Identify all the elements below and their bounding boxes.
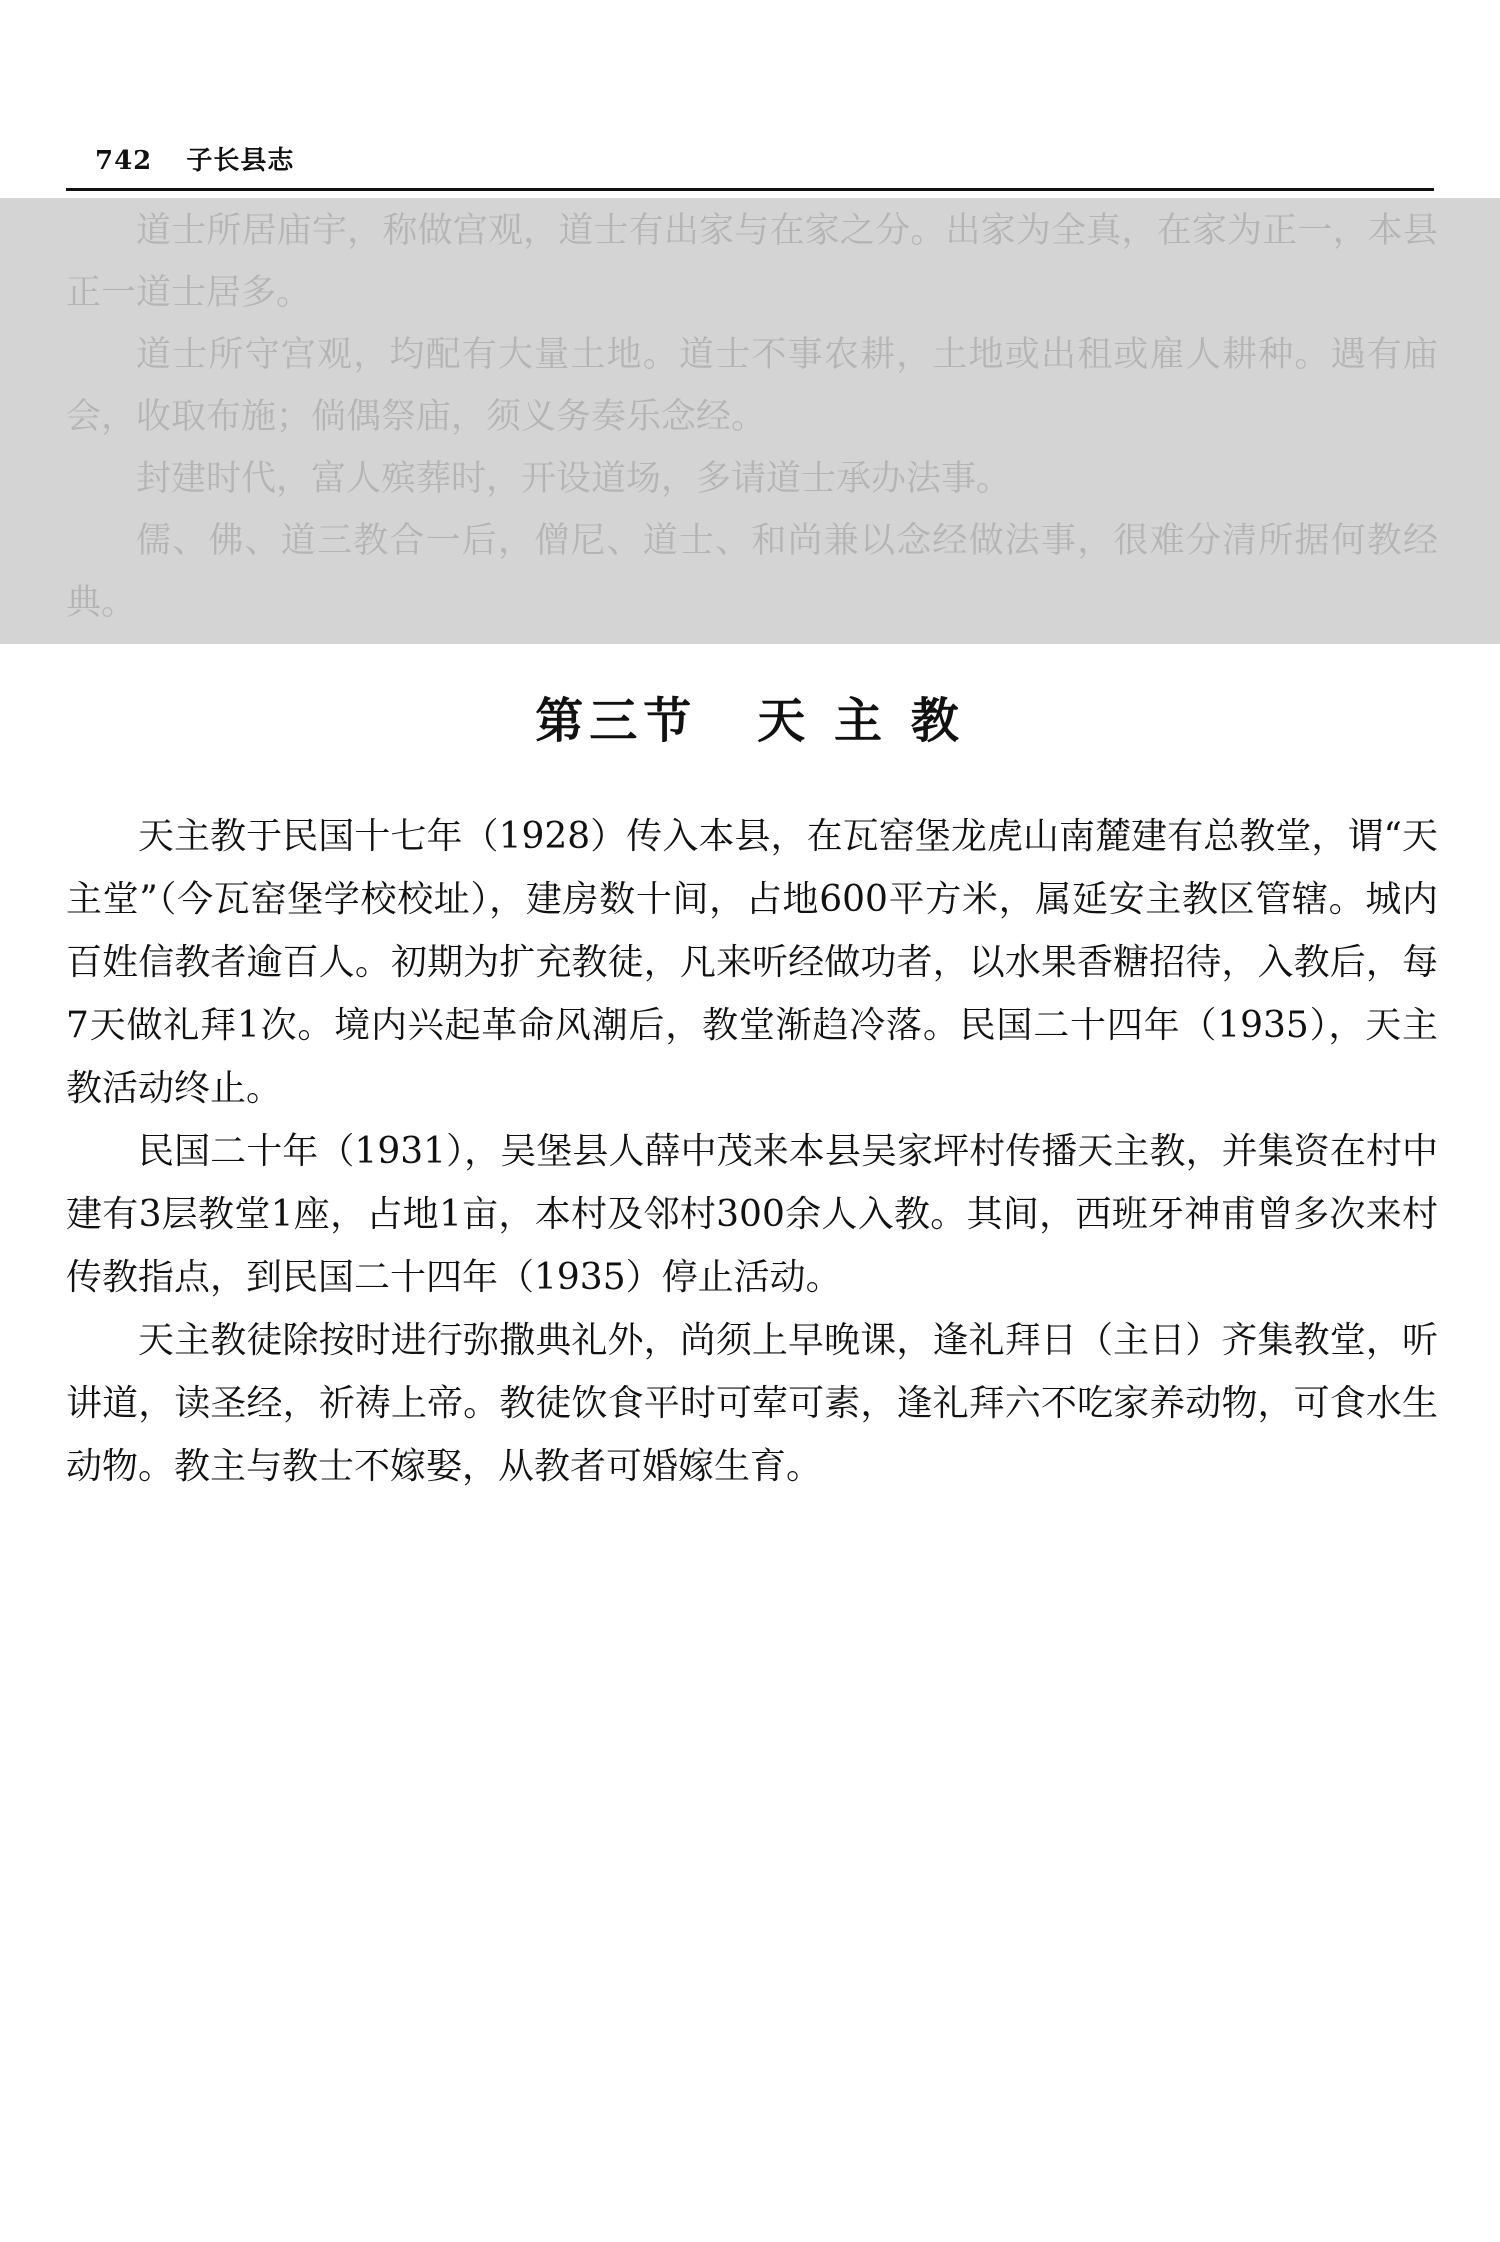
paragraph: 天主教徒除按时进行弥撒典礼外，尚须上早晚课，逢礼拜日（主日）齐集教堂，听讲道，读圣经，祈祷上帝。教徒饮食平时可荤可素，逢礼拜六不吃家养动物，可食水生动物。教主与教士不嫁娶，从教者可婚嫁生育。	[66, 1320, 1438, 1487]
paragraph: 封建时代，富人殡葬时，开设道场，多请道士承办法事。	[136, 459, 1012, 499]
header-rule	[66, 188, 1434, 191]
page-header	[95, 140, 294, 177]
section-heading: 天 主 教	[757, 693, 965, 749]
paragraph: 道士所守宫观，均配有大量土地。道士不事农耕，土地或出租或雇人耕种。遇有庙会，收取布施；倘偶祭庙，须义务奏乐念经。	[66, 335, 1438, 437]
paragraph: 天主教于民国十七年（1928）传入本县，在瓦窑堡龙虎山南麓建有总教堂，谓“天主堂”（今瓦窑堡学校校址），建房数十间，占地600平方米，属延安主教区管辖。城内百姓信教者逾百人。初期为扩充教徒，凡来听经做功者，以水果香糖招待，入教后，每7天做礼拜1次。境内兴起革命风潮后，教堂渐趋冷落。民国二十四年（1935），天主教活动终止。	[66, 816, 1438, 1109]
page-number: 742	[95, 146, 153, 176]
paragraph: 民国二十年（1931），吴堡县人薛中茂来本县吴家坪村传播天主教，并集资在村中建有3层教堂1座，占地1亩，本村及邻村300余人入教。其间，西班牙神甫曾多次来村传教指点，到民国二十四年（1935）停止活动。	[66, 1131, 1438, 1298]
section-body	[66, 805, 1438, 1498]
section-title	[0, 682, 1500, 751]
previous-section-text	[66, 200, 1438, 634]
paragraph: 儒、佛、道三教合一后，僧尼、道士、和尚兼以念经做法事，很难分清所据何教经典。	[66, 521, 1438, 623]
paragraph: 道士所居庙宇，称做宫观，道士有出家与在家之分。出家为全真，在家为正一，本县正一道士居多。	[66, 211, 1438, 313]
section-number: 第三节	[535, 693, 698, 749]
book-title: 子长县志	[186, 146, 295, 176]
